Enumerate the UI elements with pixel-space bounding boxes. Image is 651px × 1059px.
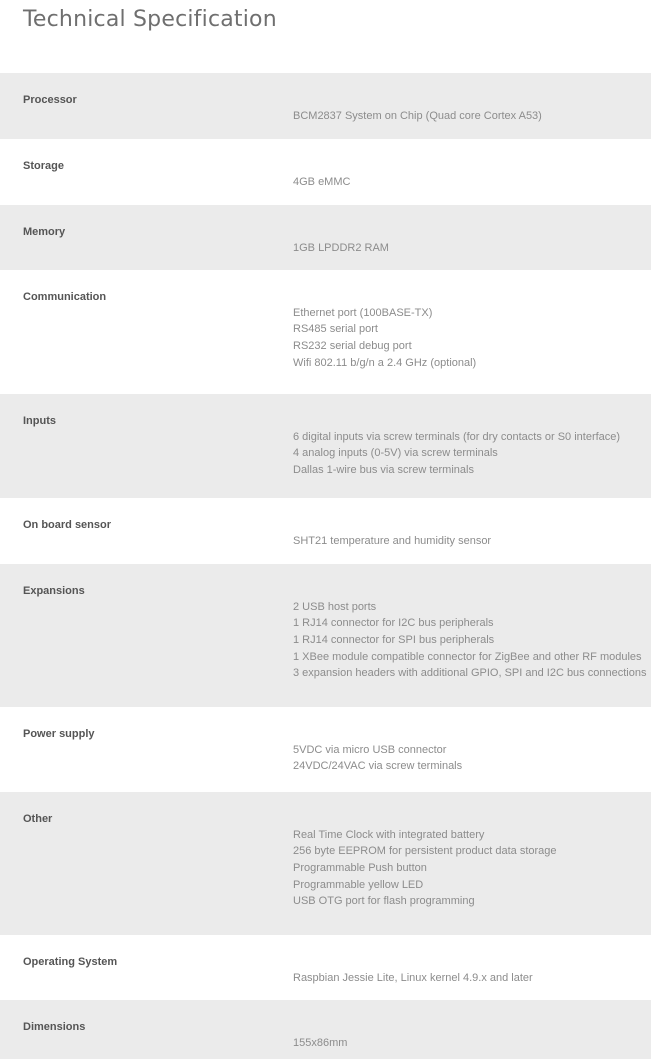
- spec-value-list: [293, 107, 651, 126]
- spec-value: 4 analog inputs (0-5V) via screw terminals: [293, 447, 498, 460]
- spec-value-list: [293, 1034, 651, 1053]
- spec-label: Other: [23, 813, 53, 825]
- spec-value: Programmable yellow LED: [293, 878, 424, 891]
- spec-row: [0, 935, 651, 1000]
- spec-value: 1 XBee module compatible connector for ZigBee and other RF modules: [293, 650, 642, 663]
- spec-label: Memory: [23, 226, 66, 238]
- spec-value: Ethernet port (100BASE-TX): [293, 306, 433, 319]
- spec-value: 5VDC via micro USB connector: [293, 743, 447, 756]
- spec-row: [0, 139, 651, 205]
- spec-value: 1GB LPDDR2 RAM: [293, 241, 389, 254]
- spec-value-list: [293, 826, 651, 912]
- spec-value: Raspbian Jessie Lite, Linux kernel 4.9.x and later: [293, 971, 533, 984]
- spec-label: Operating System: [23, 956, 118, 968]
- spec-value-list: [293, 532, 651, 551]
- spec-value: Programmable Push button: [293, 861, 427, 874]
- spec-value: 6 digital inputs via screw terminals (for dry contacts or S0 interface): [293, 430, 621, 443]
- spec-value: 3 expansion headers with additional GPIO, SPI and I2C bus connections: [293, 667, 647, 680]
- spec-row: [0, 1000, 651, 1059]
- spec-row: [0, 707, 651, 792]
- spec-value: RS485 serial port: [293, 323, 378, 336]
- spec-row: [0, 205, 651, 270]
- spec-row: [0, 73, 651, 139]
- spec-row: [0, 498, 651, 564]
- spec-value: 256 byte EEPROM for persistent product data storage: [293, 845, 557, 858]
- spec-value-list: [293, 173, 651, 192]
- spec-row: [0, 564, 651, 707]
- spec-value: USB OTG port for flash programming: [293, 895, 475, 908]
- spec-label: Dimensions: [23, 1021, 86, 1033]
- spec-value: Wifi 802.11 b/g/n a 2.4 GHz (optional): [293, 356, 477, 369]
- spec-value-list: [293, 741, 651, 777]
- spec-row: [0, 792, 651, 935]
- spec-row: [0, 394, 651, 498]
- spec-value: BCM2837 System on Chip (Quad core Cortex A53): [293, 109, 542, 122]
- spec-value: RS232 serial debug port: [293, 339, 412, 352]
- spec-row: [0, 270, 651, 394]
- spec-label: On board sensor: [23, 519, 112, 531]
- spec-value-list: [293, 304, 651, 373]
- spec-value: 1 RJ14 connector for I2C bus peripherals: [293, 617, 494, 630]
- spec-label: Processor: [23, 94, 77, 106]
- spec-value-list: [293, 428, 651, 481]
- spec-label: Expansions: [23, 585, 85, 597]
- spec-value: Real Time Clock with integrated battery: [293, 828, 485, 841]
- spec-label: Storage: [23, 160, 64, 172]
- spec-value: Dallas 1-wire bus via screw terminals: [293, 463, 474, 476]
- spec-label: Communication: [23, 291, 107, 303]
- spec-label: Power supply: [23, 728, 95, 740]
- spec-value: 155x86mm: [293, 1036, 348, 1049]
- spec-value: 1 RJ14 connector for SPI bus peripherals: [293, 633, 495, 646]
- spec-value-list: [293, 239, 651, 258]
- spec-table: [0, 73, 651, 1059]
- spec-value: 4GB eMMC: [293, 175, 351, 188]
- spec-value: 24VDC/24VAC via screw terminals: [293, 760, 463, 773]
- spec-label: Inputs: [23, 415, 56, 427]
- spec-value-list: [293, 598, 651, 684]
- page-title: Technical Specification: [23, 7, 277, 32]
- spec-value: 2 USB host ports: [293, 600, 377, 613]
- spec-value: SHT21 temperature and humidity sensor: [293, 534, 492, 547]
- spec-value-list: [293, 969, 651, 988]
